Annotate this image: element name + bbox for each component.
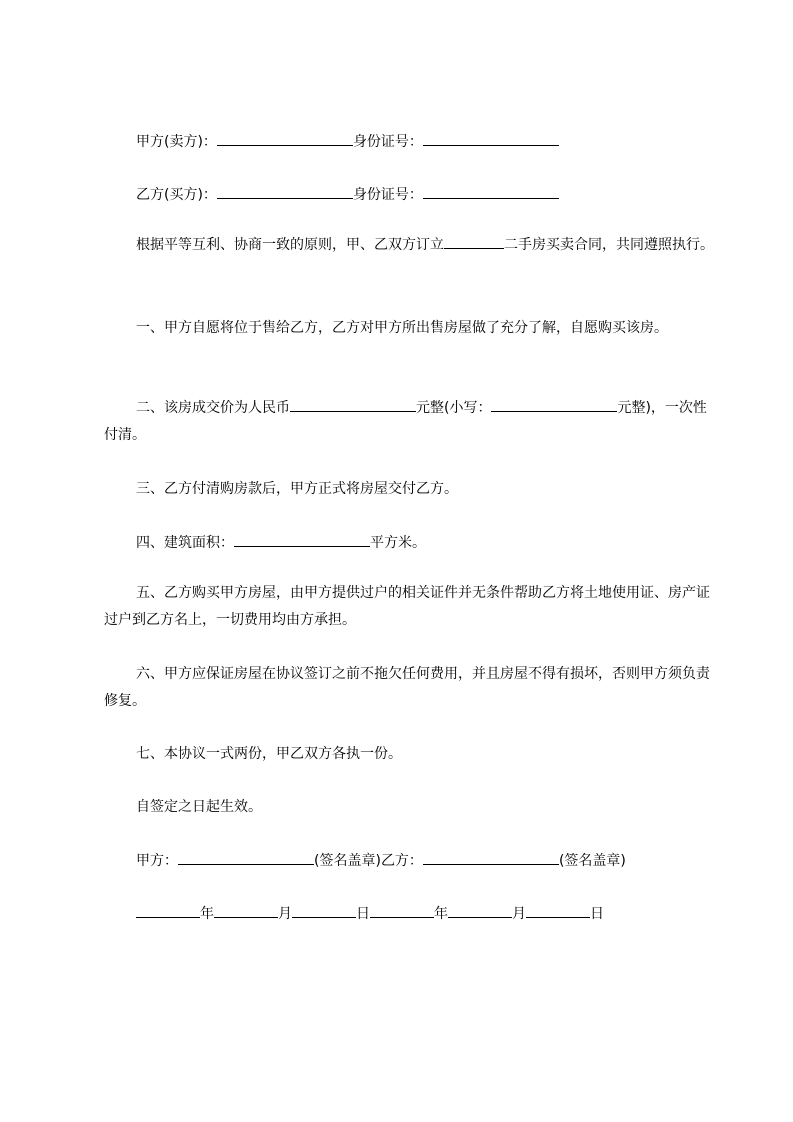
month-a-blank[interactable] (214, 903, 278, 918)
clause-2-text-3: 元整)，一次性付清。 (104, 400, 707, 443)
contract-blank[interactable] (444, 234, 504, 249)
price-words-blank[interactable] (290, 397, 416, 412)
intro-paragraph (104, 232, 714, 259)
day-b-blank[interactable] (526, 903, 590, 918)
intro-text-1: 根据平等互利、协商一致的原则，甲、乙双方订立 (136, 237, 444, 253)
clause-7: 七、本协议一式两份，甲乙双方各执一份。 (136, 746, 402, 762)
intro-text-2: 二手房买卖合同，共同遵照执行。 (504, 237, 714, 253)
clause-2-text-2: 元整(小写： (416, 400, 492, 416)
buyer-id-label: 身份证号： (352, 187, 423, 203)
clause-6: 六、甲方应保证房屋在协议签订之前不拖欠任何费用，并且房屋不得有损坏，否则甲方须负责修复。 (104, 666, 710, 709)
month-b-label: 月 (512, 906, 526, 922)
effective-statement: 自签定之日起生效。 (136, 799, 262, 815)
day-a-label: 日 (356, 906, 370, 922)
clause-4-text-1: 四、建筑面积： (136, 535, 234, 551)
buyer-line (136, 184, 559, 205)
date-line (136, 903, 604, 924)
day-a-blank[interactable] (292, 903, 356, 918)
year-b-blank[interactable] (370, 903, 434, 918)
clause-5: 五、乙方购买甲方房屋，由甲方提供过户的相关证件并无条件帮助乙方将土地使用证、房产证过户到乙方名上，一切费用均由方承担。 (104, 585, 710, 628)
signature-line (136, 850, 626, 871)
clause-2 (104, 395, 714, 449)
year-b-label: 年 (434, 906, 448, 922)
buyer-label: 乙方(买方)： (136, 187, 217, 203)
area-blank[interactable] (234, 532, 370, 547)
clause-1: 一、甲方自愿将位于售给乙方，乙方对甲方所出售房屋做了充分了解，自愿购买该房。 (136, 320, 668, 336)
buyer-name-blank[interactable] (217, 184, 353, 199)
party-b-sign-note: (签名盖章) (558, 853, 626, 869)
seller-id-blank[interactable] (423, 131, 559, 146)
party-a-label: 甲方： (136, 853, 178, 869)
year-a-label: 年 (200, 906, 214, 922)
party-b-label: 乙方： (380, 853, 423, 869)
seller-id-label: 身份证号： (352, 134, 423, 150)
buyer-id-blank[interactable] (423, 184, 559, 199)
seller-line (136, 131, 559, 152)
clause-3: 三、乙方付清购房款后，甲方正式将房屋交付乙方。 (136, 481, 458, 497)
seller-name-blank[interactable] (217, 131, 353, 146)
month-b-blank[interactable] (448, 903, 512, 918)
clause-4-text-2: 平方米。 (370, 535, 426, 551)
month-a-label: 月 (278, 906, 292, 922)
year-a-blank[interactable] (136, 903, 200, 918)
clause-4 (136, 532, 426, 553)
clause-2-text-1: 二、该房成交价为人民币 (136, 400, 290, 416)
party-a-sign-note: (签名盖章) (314, 853, 381, 869)
seller-label: 甲方(卖方)： (136, 134, 217, 150)
price-figures-blank[interactable] (491, 397, 617, 412)
day-b-label: 日 (590, 906, 604, 922)
party-a-signature-blank[interactable] (178, 850, 314, 865)
party-b-signature-blank[interactable] (423, 850, 559, 865)
